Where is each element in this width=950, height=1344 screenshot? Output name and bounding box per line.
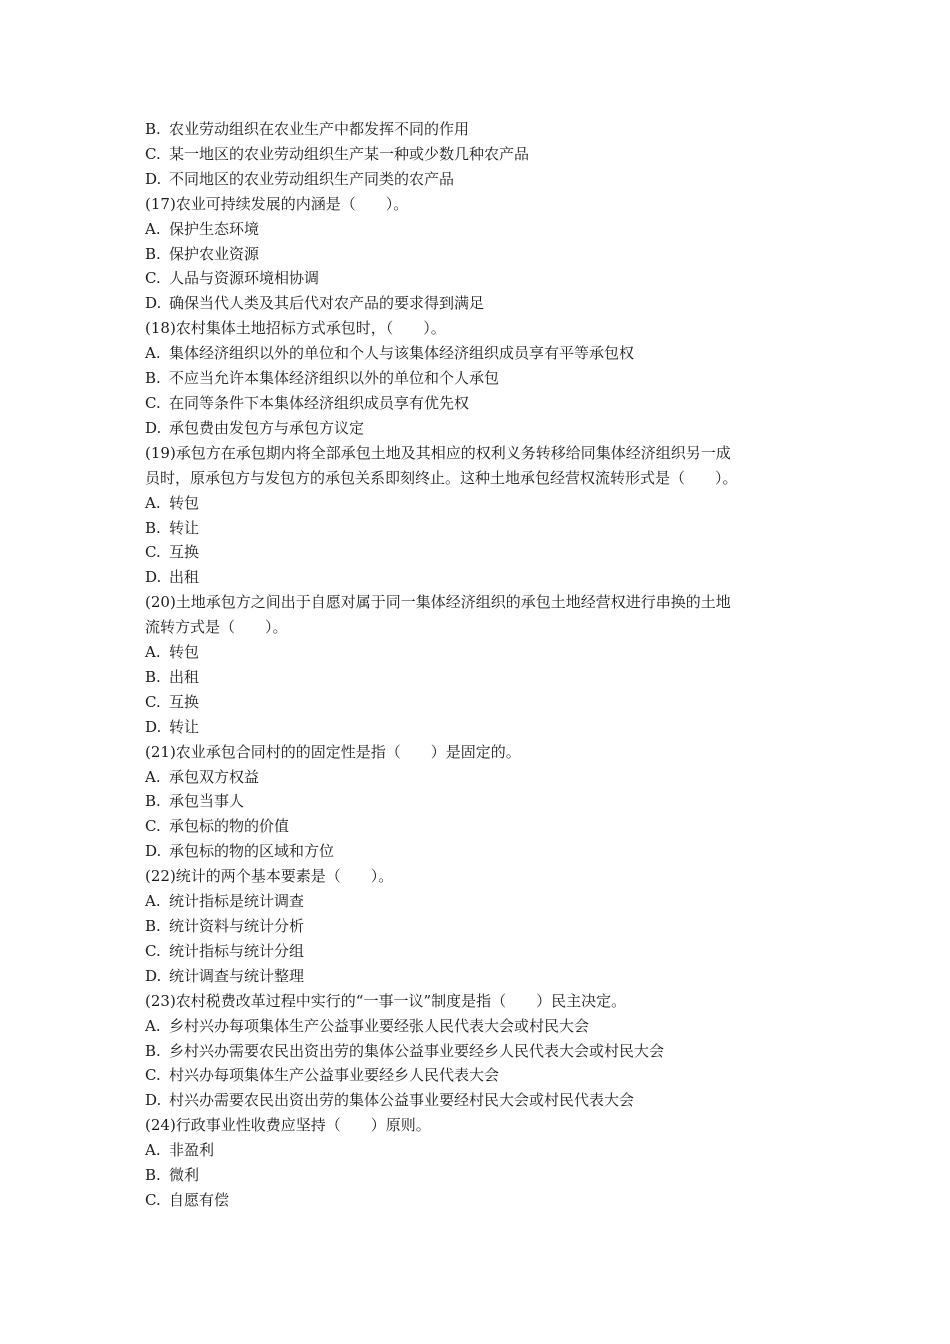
- option-letter: D.: [145, 842, 162, 861]
- option-letter: A.: [145, 892, 161, 911]
- option-item: [145, 142, 815, 167]
- option-text: 保护农业资源: [169, 244, 260, 263]
- option-text: 某一地区的农业劳动组织生产某一种或少数几种农产品: [169, 144, 530, 163]
- option-text: 互换: [169, 692, 200, 711]
- option-text: 不同地区的农业劳动组织生产同类的农产品: [169, 169, 455, 188]
- option-letter: C.: [145, 144, 161, 163]
- question-stem: (23)农村税费改革过程中实行的“一事一议”制度是指（ ）民主决定。: [145, 991, 627, 1010]
- option-item: [145, 690, 815, 715]
- option-text: 自愿有偿: [169, 1190, 230, 1209]
- option-text: 出租: [169, 667, 200, 686]
- option-text: 集体经济组织以外的单位和个人与该集体经济组织成员享有平等承包权: [169, 344, 635, 363]
- option-item: [145, 640, 815, 665]
- option-text: 互换: [169, 543, 200, 562]
- option-text: 统计指标与统计分组: [169, 941, 305, 960]
- option-item: [145, 789, 815, 814]
- question-block: [145, 740, 815, 865]
- option-item: [145, 341, 815, 366]
- question-block: [145, 441, 815, 590]
- option-item: [145, 665, 815, 690]
- option-letter: A.: [145, 767, 161, 786]
- option-letter: B.: [145, 518, 161, 537]
- option-item: [145, 1188, 815, 1213]
- option-letter: D.: [145, 169, 162, 188]
- document-page: [145, 117, 815, 1213]
- option-text: 村兴办需要农民出资出劳的集体公益事业要经村民大会或村民代表大会: [169, 1091, 635, 1110]
- option-letter: A.: [145, 219, 161, 238]
- option-text: 非盈利: [169, 1141, 215, 1160]
- option-item: [145, 540, 815, 565]
- option-item: [145, 266, 815, 291]
- option-item: [145, 391, 815, 416]
- option-item: [145, 765, 815, 790]
- option-letter: C.: [145, 269, 161, 288]
- question-stem: (21)农业承包合同村的的固定性是指（ ）是固定的。: [145, 742, 521, 761]
- option-letter: A.: [145, 493, 161, 512]
- option-letter: D.: [145, 966, 162, 985]
- option-text: 统计资料与统计分析: [169, 917, 305, 935]
- option-text: 出租: [169, 568, 200, 587]
- option-text: 农业劳动组织在农业生产中都发挥不同的作用: [169, 120, 470, 138]
- option-item: [145, 889, 815, 914]
- option-text: 承包标的物的区域和方位: [169, 842, 335, 861]
- option-item: [145, 964, 815, 989]
- option-letter: C.: [145, 543, 161, 562]
- option-letter: B.: [145, 792, 161, 811]
- option-text: 承包标的物的价值: [169, 817, 290, 836]
- option-text: 转包: [169, 493, 200, 512]
- option-item: [145, 516, 815, 541]
- option-letter: C.: [145, 941, 161, 960]
- option-letter: A.: [145, 1016, 161, 1035]
- option-item: [145, 366, 815, 391]
- option-item: [145, 291, 815, 316]
- option-letter: C.: [145, 692, 161, 711]
- option-text: 承包双方权益: [169, 767, 260, 786]
- question-block: [145, 1113, 815, 1213]
- option-letter: B.: [145, 1041, 161, 1060]
- option-item: [145, 242, 815, 267]
- option-text: 微利: [169, 1166, 200, 1185]
- option-item: [145, 117, 815, 142]
- question-block: [145, 989, 815, 1114]
- option-letter: D.: [145, 294, 162, 313]
- option-text: 保护生态环境: [169, 219, 260, 238]
- option-item: [145, 839, 815, 864]
- option-text: 转让: [169, 717, 200, 736]
- option-item: [145, 1014, 815, 1039]
- option-item: [145, 715, 815, 740]
- option-text: 转让: [169, 518, 200, 537]
- option-letter: B.: [145, 1166, 161, 1185]
- option-letter: B.: [145, 917, 161, 935]
- option-letter: C.: [145, 817, 161, 836]
- question-stem: 流转方式是（ ）。: [145, 618, 288, 637]
- option-item: [145, 939, 815, 964]
- option-item: [145, 167, 815, 192]
- option-text: 承包当事人: [169, 792, 245, 811]
- option-item: [145, 1138, 815, 1163]
- option-text: 确保当代人类及其后代对农产品的要求得到满足: [169, 294, 485, 313]
- leading-options: [145, 117, 815, 192]
- option-letter: D.: [145, 717, 162, 736]
- option-item: [145, 217, 815, 242]
- question-stem: (24)行政事业性收费应坚持（ ）原则。: [145, 1116, 431, 1135]
- option-letter: A.: [145, 643, 161, 662]
- option-letter: B.: [145, 667, 161, 686]
- option-item: [145, 914, 815, 939]
- question-stem: (19)承包方在承包期内将全部承包土地及其相应的权利义务转移给同集体经济组织另一成: [145, 443, 731, 462]
- option-text: 村兴办每项集体生产公益事业要经乡人民代表大会: [169, 1066, 500, 1085]
- option-letter: C.: [145, 1190, 161, 1209]
- question-list: [145, 192, 815, 1213]
- question-stem: 员时，原承包方与发包方的承包关系即刻终止。这种土地承包经营权流转形式是（ ）。: [145, 468, 738, 487]
- option-text: 转包: [169, 643, 200, 662]
- question-block: [145, 864, 815, 989]
- question-stem: (17)农业可持续发展的内涵是（ ）。: [145, 194, 409, 213]
- option-item: [145, 814, 815, 839]
- question-stem: (20)土地承包方之间出于自愿对属于同一集体经济组织的承包土地经营权进行串换的土地: [145, 593, 731, 612]
- option-letter: B.: [145, 120, 161, 138]
- option-item: [145, 1163, 815, 1188]
- question-stem: (22)统计的两个基本要素是（ ）。: [145, 867, 394, 886]
- option-text: 乡村兴办需要农民出资出劳的集体公益事业要经乡人民代表大会或村民大会: [169, 1041, 665, 1060]
- option-letter: A.: [145, 1141, 161, 1160]
- option-item: [145, 1063, 815, 1088]
- question-block: [145, 192, 815, 317]
- option-text: 不应当允许本集体经济组织以外的单位和个人承包: [169, 369, 500, 388]
- option-text: 统计指标是统计调查: [169, 892, 305, 911]
- option-text: 承包费由发包方与承包方议定: [169, 418, 365, 437]
- option-text: 人品与资源环境相协调: [169, 269, 320, 288]
- option-letter: A.: [145, 344, 161, 363]
- option-item: [145, 491, 815, 516]
- option-item: [145, 565, 815, 590]
- option-letter: B.: [145, 244, 161, 263]
- option-letter: C.: [145, 1066, 161, 1085]
- option-text: 统计调查与统计整理: [169, 966, 305, 985]
- option-letter: D.: [145, 568, 162, 587]
- option-item: [145, 1088, 815, 1113]
- option-letter: D.: [145, 418, 162, 437]
- option-letter: D.: [145, 1091, 162, 1110]
- option-letter: C.: [145, 393, 161, 412]
- question-block: [145, 590, 815, 739]
- option-letter: B.: [145, 369, 161, 388]
- option-item: [145, 1039, 815, 1064]
- option-text: 乡村兴办每项集体生产公益事业要经张人民代表大会或村民大会: [169, 1016, 590, 1035]
- option-text: 在同等条件下本集体经济组织成员享有优先权: [169, 393, 470, 412]
- question-stem: (18)农村集体土地招标方式承包时，（ ）。: [145, 319, 446, 338]
- question-block: [145, 316, 815, 441]
- option-item: [145, 416, 815, 441]
